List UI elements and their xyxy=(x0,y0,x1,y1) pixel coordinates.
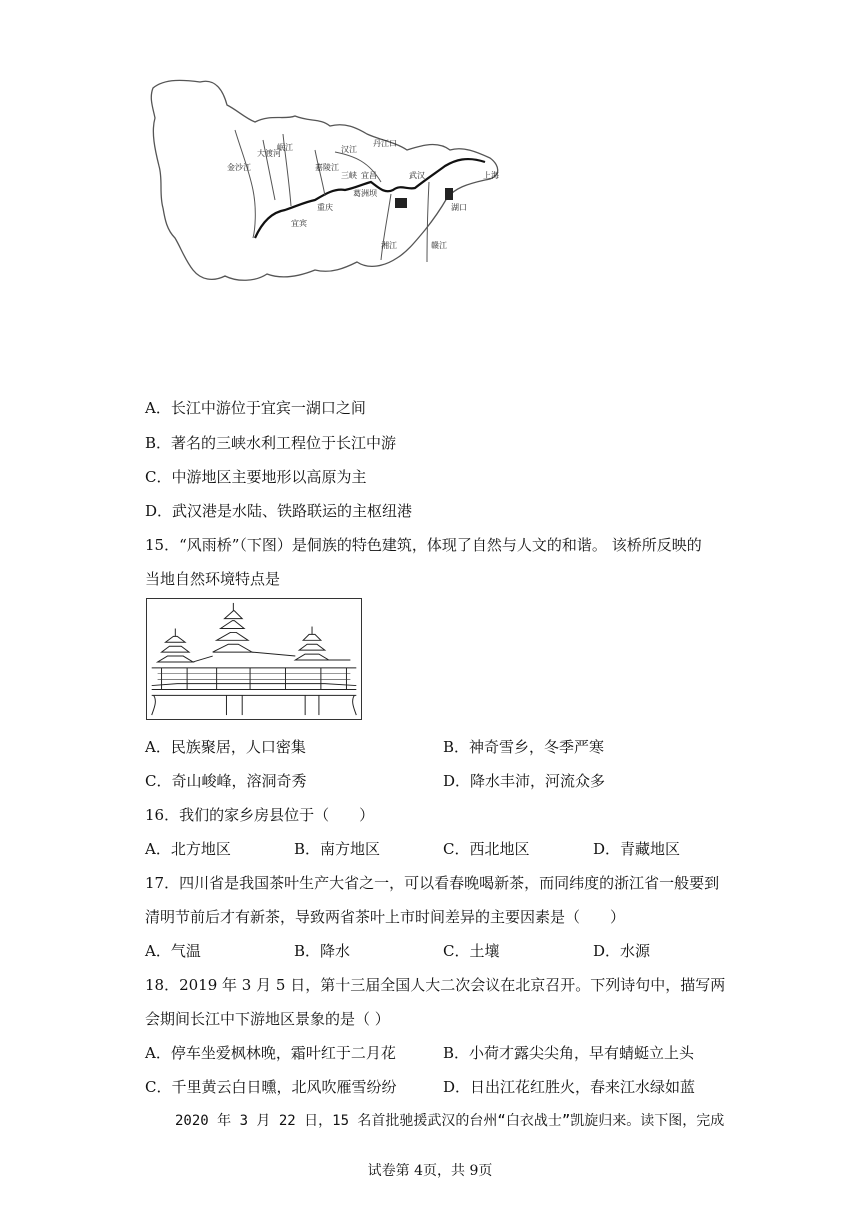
page-footer: 试卷第 4页，共 9页 xyxy=(367,1163,493,1179)
map-label-jialing: 嘉陵江 xyxy=(315,163,339,172)
map-label-xiang: 湘江 xyxy=(381,241,397,250)
q15-stem-line1: 15．“风雨桥”（下图）是侗族的特色建筑，体现了自然与人文的和谐。 该桥所反映的 xyxy=(145,536,702,554)
map-label-dadu: 大渡河 xyxy=(257,149,281,158)
basin-outline xyxy=(151,80,497,280)
gan-river xyxy=(427,182,429,262)
map-label-yichang: 宜昌 xyxy=(361,171,377,180)
map-label-shanghai: 上海 xyxy=(483,171,499,180)
q17-option-b: B．降水 xyxy=(294,942,351,960)
q14-option-d: D．武汉港是水陆、铁路联运的主枢纽港 xyxy=(145,502,413,520)
q15-option-d: D．降水丰沛，河流众多 xyxy=(443,772,606,790)
q17-option-a: A．气温 xyxy=(145,942,201,960)
q15-stem-line2: 当地自然环境特点是 xyxy=(145,570,281,588)
q14-option-b: B．著名的三峡水利工程位于长江中游 xyxy=(145,434,397,452)
q16-stem: 16．我们的家乡房县位于（ ） xyxy=(145,806,375,824)
jialing-river xyxy=(315,150,325,196)
q17-stem-line2: 清明节前后才有新茶，导致两省茶叶上市时间差异的主要因素是（ ） xyxy=(145,908,626,926)
dongting-lake xyxy=(395,198,407,208)
q15-option-b: B．神奇雪乡，冬季严寒 xyxy=(443,738,605,756)
map-label-danjiangkou: 丹江口 xyxy=(373,139,397,148)
q14-option-a: A．长江中游位于宜宾一湖口之间 xyxy=(145,399,366,417)
q16-option-a: A．北方地区 xyxy=(145,840,231,858)
map-label-gan: 赣江 xyxy=(431,241,447,250)
q18-option-a: A．停车坐爱枫林晚，霜叶红于二月花 xyxy=(145,1044,396,1062)
q18-stem-line1: 18．2019 年 3 月 5 日，第十三届全国人大二次会议在北京召开。下列诗句中，描写两 xyxy=(145,976,726,994)
map-label-wuhan: 武汉 xyxy=(409,171,425,180)
jinsha-river xyxy=(235,130,255,238)
map-label-jinsha: 金沙江 xyxy=(227,163,251,172)
map-label-gezhouba: 葛洲坝 xyxy=(353,189,377,198)
poyang-lake xyxy=(445,188,453,200)
q17-stem-line1: 17．四川省是我国茶叶生产大省之一，可以看春晚喝新茶，而同纬度的浙江省一般要到 xyxy=(145,874,720,892)
map-label-chongqing: 重庆 xyxy=(317,203,333,212)
wind-rain-bridge-illustration xyxy=(146,598,362,720)
map-label-sanxia: 三峡 xyxy=(341,171,357,180)
q15-option-a: A．民族聚居，人口密集 xyxy=(145,738,306,756)
q16-option-c: C．西北地区 xyxy=(443,840,530,858)
q14-option-c: C．中游地区主要地形以高原为主 xyxy=(145,468,367,486)
q17-option-d: D．水源 xyxy=(593,942,651,960)
q17-option-c: C．土壤 xyxy=(443,942,500,960)
material-intro: 2020 年 3 月 22 日，15 名首批驰援武汉的台州“白衣战士”凯旋归来。读下图，完成 xyxy=(175,1113,725,1129)
q16-option-d: D．青藏地区 xyxy=(593,840,681,858)
q18-stem-line2: 会期间长江中下游地区景象的是（ ） xyxy=(145,1010,390,1028)
map-label-hukou: 湖口 xyxy=(451,203,467,212)
map-label-han: 汉江 xyxy=(341,145,357,154)
q18-option-b: B．小荷才露尖尖角，早有蜻蜓立上头 xyxy=(443,1044,695,1062)
map-label-min: 岷江 xyxy=(277,143,293,152)
q15-option-c: C．奇山峻峰，溶洞奇秀 xyxy=(145,772,307,790)
xiang-river xyxy=(381,194,391,260)
yangtze-basin-map xyxy=(145,70,505,285)
q16-option-b: B．南方地区 xyxy=(294,840,381,858)
q18-option-c: C．千里黄云白日曛，北风吹雁雪纷纷 xyxy=(145,1078,397,1096)
map-label-yibin: 宜宾 xyxy=(291,219,307,228)
q18-option-d: D．日出江花红胜火，春来江水绿如蓝 xyxy=(443,1078,696,1096)
